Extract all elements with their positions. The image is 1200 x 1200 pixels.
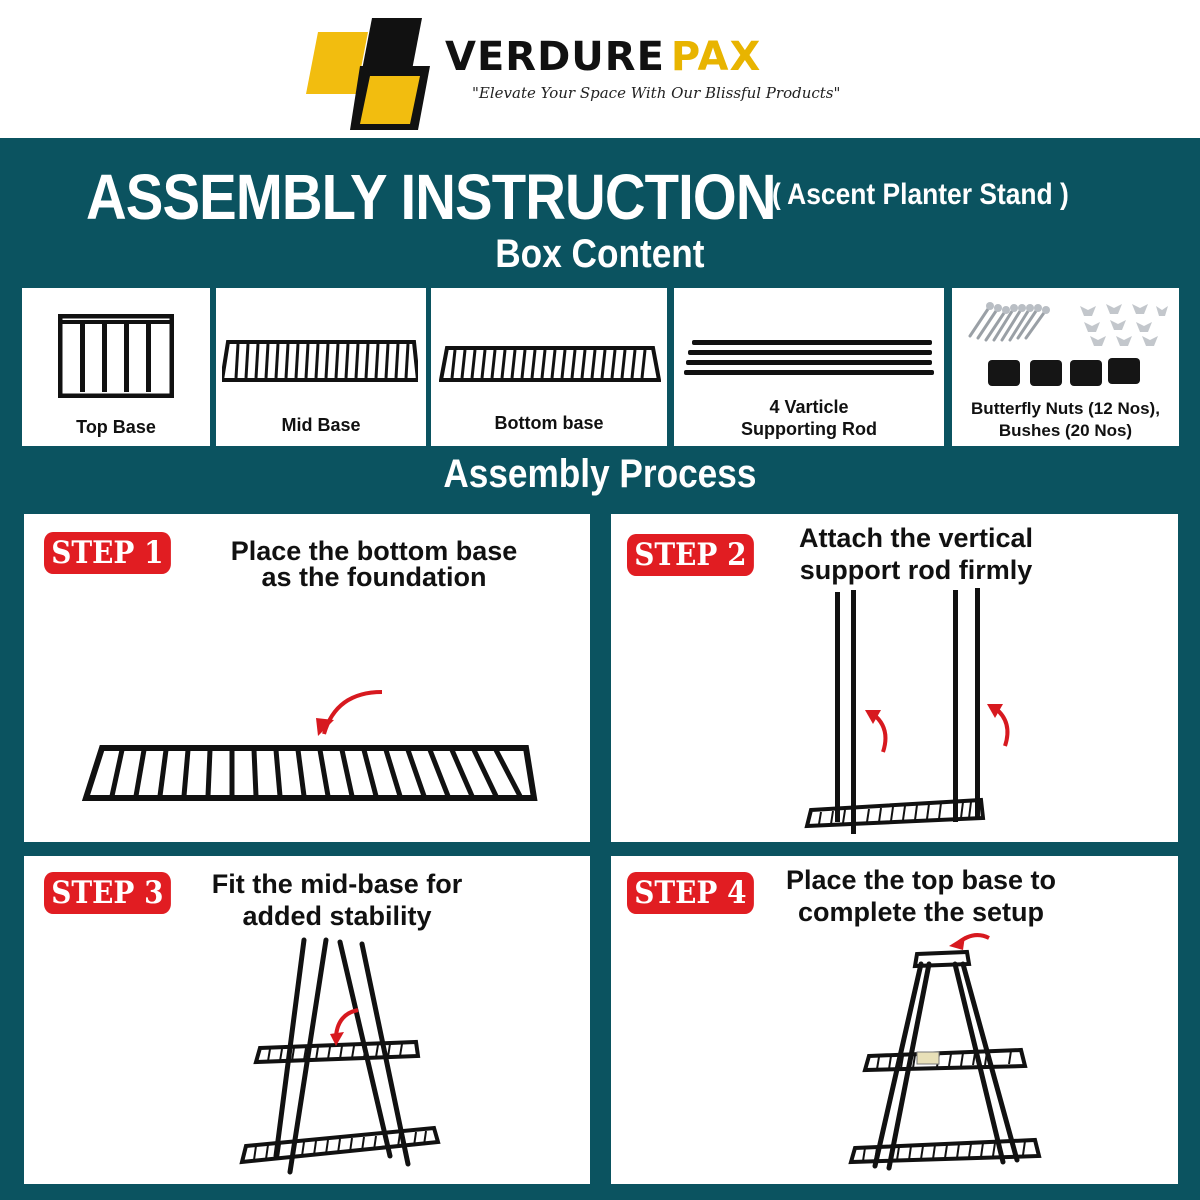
page-subtitle: ( Ascent Planter Stand ) xyxy=(772,178,1069,211)
mid-base-image xyxy=(222,338,418,384)
box-item-label xyxy=(952,398,1179,442)
step-4-line2: complete the setup xyxy=(797,897,1045,927)
step-2-line2: support rod firmly xyxy=(799,555,1033,585)
step-1-line2: as the foundation xyxy=(261,562,487,592)
step-2-instruction xyxy=(761,522,1071,586)
box-item-label xyxy=(674,396,944,440)
step-1-line1: Place the bottom base xyxy=(230,536,518,566)
box-item-label-line2: Bushes (20 Nos) xyxy=(998,421,1133,440)
step-4-instruction xyxy=(761,864,1081,928)
step-3-instruction xyxy=(182,868,492,932)
page-title: ASSEMBLY INSTRUCTION xyxy=(86,161,776,233)
box-item-nuts-bushes xyxy=(952,288,1179,446)
step-3-line2: added stability xyxy=(242,901,432,931)
box-item-label: Top Base xyxy=(76,417,156,437)
box-item-label: Mid Base xyxy=(281,415,361,435)
bottom-base-image xyxy=(439,344,661,384)
step-1-badge: STEP 1 xyxy=(44,532,171,574)
step-3-line1: Fit the mid-base for xyxy=(211,869,463,899)
brand-header xyxy=(0,0,1200,138)
box-item-top-base xyxy=(22,288,210,446)
nuts-and-bushes-image xyxy=(960,294,1172,394)
box-item-bottom-base xyxy=(431,288,667,446)
step-4-badge: STEP 4 xyxy=(627,872,754,914)
brand-name-part2: PAX xyxy=(670,34,762,80)
support-rods-image xyxy=(682,336,936,380)
step-2-card xyxy=(611,514,1178,842)
step-4-card xyxy=(611,856,1178,1184)
assembly-process-heading: Assembly Process xyxy=(443,452,757,496)
box-item-support-rods xyxy=(674,288,944,446)
step-1-instruction xyxy=(184,538,564,590)
step-3-card xyxy=(24,856,590,1184)
box-content-heading: Box Content xyxy=(495,232,705,276)
brand-name-part1: VERDURE xyxy=(445,34,665,80)
step-4-line1: Place the top base to xyxy=(785,865,1057,895)
step-2-badge: STEP 2 xyxy=(627,534,754,576)
box-item-label-line1: Butterfly Nuts (12 Nos), xyxy=(971,399,1160,418)
step-2-line1: Attach the vertical xyxy=(798,523,1034,553)
verdure-pax-logo-icon xyxy=(300,12,435,134)
step-1-card xyxy=(24,514,590,842)
brand-tagline: "Elevate Your Space With Our Blissful Products" xyxy=(472,84,841,102)
box-item-label: Bottom base xyxy=(494,413,604,433)
box-item-label-line1: 4 Varticle xyxy=(769,397,849,417)
step-3-badge: STEP 3 xyxy=(44,872,171,914)
top-base-image xyxy=(58,314,174,398)
box-item-label-line2: Supporting Rod xyxy=(741,419,877,439)
box-item-mid-base xyxy=(216,288,426,446)
brand-name xyxy=(445,34,761,80)
